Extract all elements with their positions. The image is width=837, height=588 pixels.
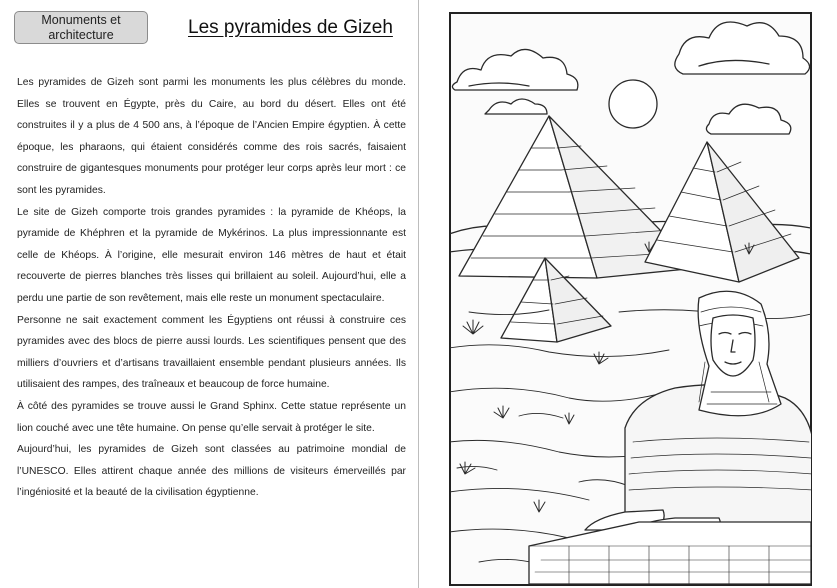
category-label [14, 11, 148, 44]
category-label-line2: architecture [48, 28, 114, 42]
sun-icon [609, 80, 657, 128]
paragraph-2: Le site de Gizeh comporte trois grandes pyramides : la pyramide de Khéops, la pyramide de Khéphren et la pyramide de Mykérinos. La plus impressionnante est celle de Khéops. À l’origine, elle mesurait environ 146 mètres de haut et était recouverte de pierres blanches très lisses qui brillaient au soleil. Aujourd’hui, elle a perdu une partie de son revêtement, mais elle reste un monument spectaculaire. [17, 206, 406, 304]
paragraph-1: Les pyramides de Gizeh sont parmi les monuments les plus célèbres du monde. Elles se trouvent en Égypte, près du Caire, au bord du désert. Elles ont été construites il y a plus de 4 500 ans, à l’époque de l’Ancien Empire égyptien. À cette époque, les pharaons, qui étaient considérés comme des rois sacrés, faisaient construire de gigantesques monuments pour protéger leur corps après leur mort : ce sont les pyramides. [17, 77, 406, 196]
paragraph-5: Aujourd’hui, les pyramides de Gizeh sont classées au patrimoine mondial de l’UNESCO. Elles attirent chaque année des millions de visiteurs émerveillés par l’ingéniosité et la beauté de la civilisation égyptienne. [17, 444, 406, 499]
pyramids-sphinx-illustration-icon [449, 12, 812, 586]
paragraph-4: À côté des pyramides se trouve aussi le Grand Sphinx. Cette statue représente un lion couché avec une tête humaine. On pense qu’elle servait à protéger le site. [17, 400, 406, 434]
category-label-line1: Monuments et [41, 13, 121, 27]
page-title: Les pyramides de Gizeh [188, 17, 393, 38]
body-text [17, 72, 406, 504]
illustration-column [419, 0, 837, 588]
paragraph-3: Personne ne sait exactement comment les Égyptiens ont réussi à construire ces pyramides avec des blocs de pierre aussi lourds. Les scientifiques pensent que des milliers d’ouvriers et d’artisans travaillaient ensemble pendant plusieurs années. Ils utilisaient des rampes, des traîneaux et beaucoup de force humaine. [17, 314, 406, 391]
